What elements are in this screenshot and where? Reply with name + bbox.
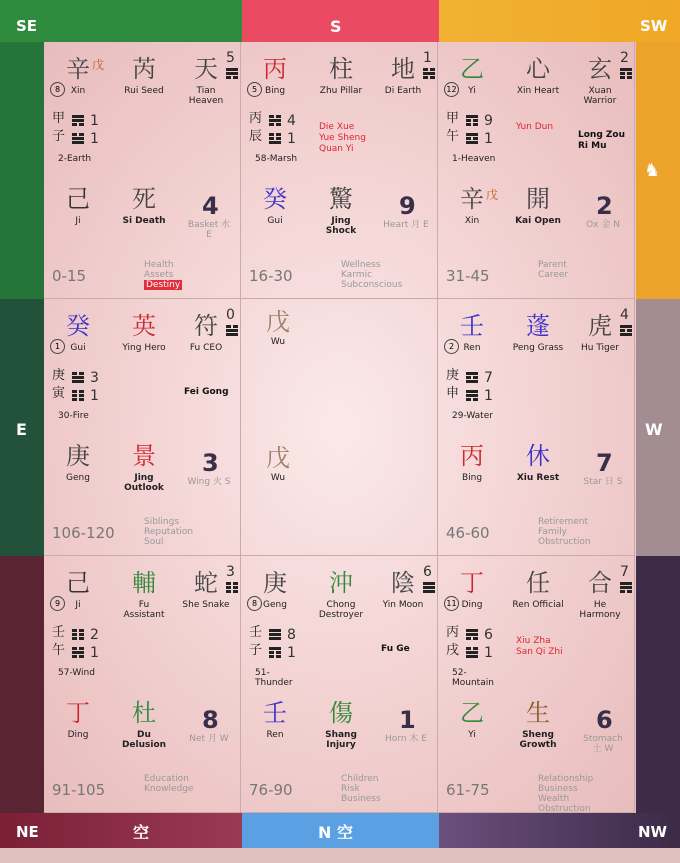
dir-south: S <box>330 17 342 36</box>
aspect-0: Education <box>144 774 189 784</box>
palace-number-label: Ox 金 N <box>586 220 620 230</box>
formation-2: Quan Yi <box>319 144 354 154</box>
top-char-2: 陰 <box>391 569 415 597</box>
bottom-label-0: Ding <box>67 730 89 740</box>
hex-number-0: 8 <box>287 627 296 643</box>
trigram-icon <box>466 115 478 127</box>
palace-number: 3 <box>202 449 219 477</box>
hex-stem-1: 申 <box>446 386 460 401</box>
trigram-icon <box>466 133 478 145</box>
palace-number: 9 <box>399 192 416 220</box>
top-char-2: 合 <box>588 569 612 597</box>
top-label-2: Yin Moon <box>382 600 424 610</box>
hexagram-name: 52-Mountain <box>452 668 494 688</box>
hex-number-0: 6 <box>484 627 493 643</box>
hex-stem-0: 壬 <box>249 625 263 640</box>
top-label-0: Geng <box>263 600 287 610</box>
top-char-0: 乙 <box>460 55 484 83</box>
bottom-char-1: 開 <box>526 185 550 213</box>
aspect-1: Reputation <box>144 527 194 537</box>
dir-west: W <box>645 420 663 439</box>
bottom-char-0: 壬 <box>263 699 287 727</box>
hex-stem-1: 子 <box>249 643 263 658</box>
top-char-1: 柱 <box>329 55 353 83</box>
top-char-0: 癸 <box>66 312 90 340</box>
palace-number-label: Stomach 土 W <box>583 734 623 754</box>
dir-ne-empty: 空 <box>133 823 150 842</box>
top-label-0: Ren <box>463 343 481 353</box>
hex-stem-0: 甲 <box>52 111 66 126</box>
aspect-0: Children <box>341 774 379 784</box>
circle-number: 8 <box>247 596 262 611</box>
top-char-1: 蓬 <box>526 312 550 340</box>
top-char-2: 符 <box>194 312 218 340</box>
bottom-char-1: 死 <box>132 185 156 213</box>
bottom-label-1: Du Delusion <box>121 730 167 750</box>
palace-number-label: Horn 木 E <box>385 734 427 744</box>
trigram-icon <box>269 647 281 659</box>
palace-number: 2 <box>596 192 613 220</box>
hex-stem-1: 午 <box>52 643 66 658</box>
aspect-1: Karmic <box>341 270 373 280</box>
trigram-icon <box>226 582 238 594</box>
hexagram-name: 29-Water <box>452 411 493 421</box>
aspect-0: Siblings <box>144 517 180 527</box>
hex-stem-0: 丙 <box>249 111 263 126</box>
center-stem-top-label: Wu <box>270 337 286 347</box>
top-label-2: Di Earth <box>384 86 422 96</box>
trigram-icon <box>226 325 238 337</box>
hex-number-0: 4 <box>287 113 296 129</box>
trigram-icon <box>466 647 478 659</box>
aspect-2: Business <box>341 794 381 804</box>
corner-number: 3 <box>226 564 235 580</box>
top-label-1: Fu Assistant <box>123 600 165 620</box>
center-stem-bottom: 戊 <box>266 444 290 472</box>
age-range: 46-60 <box>446 524 490 542</box>
dir-east: E <box>16 420 27 439</box>
hex-stem-1: 寅 <box>52 386 66 401</box>
aspect-1: Knowledge <box>144 784 194 794</box>
trigram-icon <box>72 115 84 127</box>
age-range: 0-15 <box>52 267 87 285</box>
bottom-label-1: Jing Shock <box>325 216 357 236</box>
trigram-icon <box>226 68 238 80</box>
palace-s <box>241 42 438 299</box>
palace-n <box>241 556 438 813</box>
trigram-icon <box>620 582 632 594</box>
center-stem-bottom-label: Wu <box>270 473 286 483</box>
palace-number-label: Basket 水 E <box>187 220 231 240</box>
top-char-0: 壬 <box>460 312 484 340</box>
band-nw-side <box>636 556 680 813</box>
qimen-grid <box>44 42 636 813</box>
palace-number-label: Heart 月 E <box>383 220 429 230</box>
palace-number: 8 <box>202 706 219 734</box>
top-char-2: 蛇 <box>194 569 218 597</box>
corner-number: 2 <box>620 50 629 66</box>
bottom-char-0: 丙 <box>460 442 484 470</box>
hex-number-1: 1 <box>90 645 99 661</box>
hex-number-1: 1 <box>287 131 296 147</box>
aspect-0: Parent <box>538 260 567 270</box>
aspect-0: Retirement <box>538 517 588 527</box>
hex-number-0: 7 <box>484 370 493 386</box>
horse-icon: ♞ <box>644 160 661 181</box>
top-label-2: Hu Tiger <box>580 343 619 353</box>
hex-number-1: 1 <box>90 388 99 404</box>
circle-number: 1 <box>50 339 65 354</box>
palace-w <box>438 299 635 556</box>
corner-number: 7 <box>620 564 629 580</box>
trigram-icon <box>72 133 84 145</box>
trigram-icon <box>269 133 281 145</box>
trigram-icon <box>620 325 632 337</box>
bottom-char-0: 癸 <box>263 185 287 213</box>
trigram-icon <box>423 582 435 594</box>
top-label-1: Ren Official <box>512 600 564 610</box>
formation-0: Yun Dun <box>516 122 554 132</box>
bottom-label-0: Bing <box>461 473 483 483</box>
bottom-label-0: Xin <box>464 216 480 226</box>
corner-nw: NW <box>638 823 668 841</box>
top-char-2: 虎 <box>588 312 612 340</box>
corner-number: 6 <box>423 564 432 580</box>
top-label-0: Gui <box>70 343 86 353</box>
aspect-1: Assets <box>144 270 174 280</box>
formation-0: Die Xue <box>319 122 355 132</box>
palace-number-label: Wing 火 S <box>187 477 231 487</box>
bottom-char-0: 己 <box>66 185 90 213</box>
trigram-icon <box>423 68 435 80</box>
bottom-char-1: 杜 <box>132 699 156 727</box>
corner-number: 5 <box>226 50 235 66</box>
corner-se: SE <box>16 17 38 35</box>
aspect-1: Family <box>538 527 567 537</box>
corner-number: 0 <box>226 307 235 323</box>
formation-1: Yue Sheng <box>319 133 366 143</box>
trigram-icon <box>466 372 478 384</box>
top-label-2: He Harmony <box>579 600 621 620</box>
top-label-2: Xuan Warrior <box>583 86 617 106</box>
age-range: 76-90 <box>249 781 293 799</box>
hex-number-0: 9 <box>484 113 493 129</box>
hex-stem-0: 甲 <box>446 111 460 126</box>
top-char-1: 任 <box>526 569 550 597</box>
bottom-char-0: 丁 <box>66 699 90 727</box>
dir-north: N 空 <box>318 823 353 842</box>
top-label-2: Fu CEO <box>189 343 223 353</box>
hex-number-1: 1 <box>484 131 493 147</box>
hex-stem-0: 庚 <box>52 368 66 383</box>
palace-sw <box>438 42 635 299</box>
trigram-icon <box>72 647 84 659</box>
aspect-0: Relationship <box>538 774 594 784</box>
palace-e <box>44 299 241 556</box>
top-char-0: 己 <box>66 569 90 597</box>
corner-sw: SW <box>640 17 668 35</box>
age-range: 61-75 <box>446 781 490 799</box>
top-char-0: 庚 <box>263 569 287 597</box>
hexagram-name: 1-Heaven <box>452 154 496 164</box>
center-stem-top: 戊 <box>266 308 290 336</box>
top-label-2: Tian Heaven <box>188 86 224 106</box>
bottom-char-1: 休 <box>526 442 550 470</box>
hex-stem-1: 午 <box>446 129 460 144</box>
bottom-label-1: Kai Open <box>515 216 561 226</box>
palace-number-label: Net 月 W <box>189 734 229 744</box>
hex-number-0: 2 <box>90 627 99 643</box>
bottom-label-1: Jing Outlook <box>124 473 164 493</box>
aspect-3: Obstruction <box>538 804 591 814</box>
circle-number: 9 <box>50 596 65 611</box>
top-label-0: Bing <box>264 86 286 96</box>
circle-number: 12 <box>444 82 459 97</box>
star-note-1: Ri Mu <box>578 141 607 151</box>
top-label-1: Rui Seed <box>124 86 164 96</box>
bottom-label-0: Yi <box>468 730 476 740</box>
aspect-0: Wellness <box>341 260 381 270</box>
top-label-0: Xin <box>70 86 86 96</box>
trigram-icon <box>72 629 84 641</box>
bottom-label-0: Geng <box>66 473 90 483</box>
bottom-label-1: Sheng Growth <box>519 730 557 750</box>
top-char-1: 心 <box>526 55 550 83</box>
star-note-0: Long Zou <box>578 130 626 140</box>
top-char-1: 輔 <box>132 569 156 597</box>
age-range: 106-120 <box>52 524 115 542</box>
trigram-icon <box>466 629 478 641</box>
palace-number: 4 <box>202 192 219 220</box>
corner-number: 1 <box>423 50 432 66</box>
hexagram-name: 2-Earth <box>58 154 92 164</box>
palace-number: 6 <box>596 706 613 734</box>
trigram-icon <box>269 115 281 127</box>
top-label-0: Ding <box>461 600 483 610</box>
circle-number: 11 <box>444 596 459 611</box>
palace-number: 7 <box>596 449 613 477</box>
formation-0: Xiu Zha <box>516 636 551 646</box>
top-label-2: She Snake <box>182 600 230 610</box>
palace-ne <box>44 556 241 813</box>
top-char-1: 芮 <box>132 55 156 83</box>
top-char-2: 天 <box>194 55 218 83</box>
bottom-char-0: 庚 <box>66 442 90 470</box>
bottom-char-1: 生 <box>526 699 550 727</box>
aspect-1: Business <box>538 784 578 794</box>
bottom-label-1: Xiu Rest <box>516 473 560 483</box>
hex-stem-1: 子 <box>52 129 66 144</box>
bottom-char-0: 辛 <box>460 185 484 213</box>
hex-stem-1: 辰 <box>249 129 263 144</box>
top-label-1: Zhu Pillar <box>319 86 363 96</box>
palace-se <box>44 42 241 299</box>
top-label-1: Peng Grass <box>512 343 564 353</box>
bottom-char-1: 景 <box>132 442 156 470</box>
bottom-char-sub: 戊 <box>486 188 499 202</box>
age-range: 16-30 <box>249 267 293 285</box>
aspect-2: Obstruction <box>538 537 591 547</box>
trigram-icon <box>269 629 281 641</box>
top-char-0: 丁 <box>460 569 484 597</box>
palace-nw <box>438 556 635 813</box>
palace-number: 1 <box>399 706 416 734</box>
aspect-2: Subconscious <box>341 280 403 290</box>
star-note-0: Fu Ge <box>381 644 410 654</box>
aspect-2: Soul <box>144 537 164 547</box>
band-east-upper <box>0 42 44 299</box>
hex-number-1: 1 <box>287 645 296 661</box>
hex-number-1: 1 <box>90 131 99 147</box>
palace-c <box>241 299 438 556</box>
hex-number-1: 1 <box>484 388 493 404</box>
top-label-1: Xin Heart <box>516 86 560 96</box>
trigram-icon <box>72 372 84 384</box>
bottom-strip <box>0 848 680 863</box>
trigram-icon <box>72 390 84 402</box>
corner-ne: NE <box>16 823 39 841</box>
bottom-label-0: Ji <box>75 216 81 226</box>
palace-number-label: Star 日 S <box>583 477 623 487</box>
top-label-0: Yi <box>468 86 476 96</box>
circle-number: 5 <box>247 82 262 97</box>
hex-stem-0: 丙 <box>446 625 460 640</box>
hex-number-0: 1 <box>90 113 99 129</box>
band-east-lower <box>0 556 44 813</box>
top-char-1: 英 <box>132 312 156 340</box>
hex-number-1: 1 <box>484 645 493 661</box>
hexagram-name: 30-Fire <box>58 411 89 421</box>
corner-number: 4 <box>620 307 629 323</box>
top-label-1: Ying Hero <box>122 343 166 353</box>
top-label-0: Ji <box>75 600 81 610</box>
formation-1: San Qi Zhi <box>516 647 563 657</box>
top-char-2: 地 <box>391 55 415 83</box>
top-char-sub: 戊 <box>92 58 105 72</box>
aspect-2: Destiny <box>146 280 181 290</box>
top-char-0: 辛 <box>66 55 90 83</box>
top-char-1: 沖 <box>329 569 353 597</box>
circle-number: 2 <box>444 339 459 354</box>
hexagram-name: 58-Marsh <box>255 154 298 164</box>
bottom-label-0: Gui <box>267 216 283 226</box>
trigram-icon <box>466 390 478 402</box>
aspect-1: Risk <box>341 784 360 794</box>
hexagram-name: 57-Wind <box>58 668 95 678</box>
top-label-1: Chong Destroyer <box>318 600 364 620</box>
hex-number-0: 3 <box>90 370 99 386</box>
bottom-label-1: Si Death <box>122 216 166 226</box>
hex-stem-1: 戌 <box>446 643 460 658</box>
hex-stem-0: 庚 <box>446 368 460 383</box>
aspect-1: Career <box>538 270 569 280</box>
bottom-char-1: 傷 <box>329 699 353 727</box>
top-char-2: 玄 <box>588 55 612 83</box>
bottom-char-0: 乙 <box>460 699 484 727</box>
bottom-char-1: 驚 <box>329 185 353 213</box>
bottom-label-0: Ren <box>266 730 284 740</box>
star-note-0: Fei Gong <box>184 387 229 397</box>
hexagram-name: 51-Thunder <box>255 668 293 688</box>
circle-number: 8 <box>50 82 65 97</box>
age-range: 31-45 <box>446 267 490 285</box>
age-range: 91-105 <box>52 781 106 799</box>
aspect-2: Wealth <box>538 794 570 804</box>
aspect-0: Health <box>144 260 174 270</box>
trigram-icon <box>620 68 632 80</box>
hex-stem-0: 壬 <box>52 625 66 640</box>
top-char-0: 丙 <box>263 55 287 83</box>
bottom-label-1: Shang Injury <box>325 730 357 750</box>
